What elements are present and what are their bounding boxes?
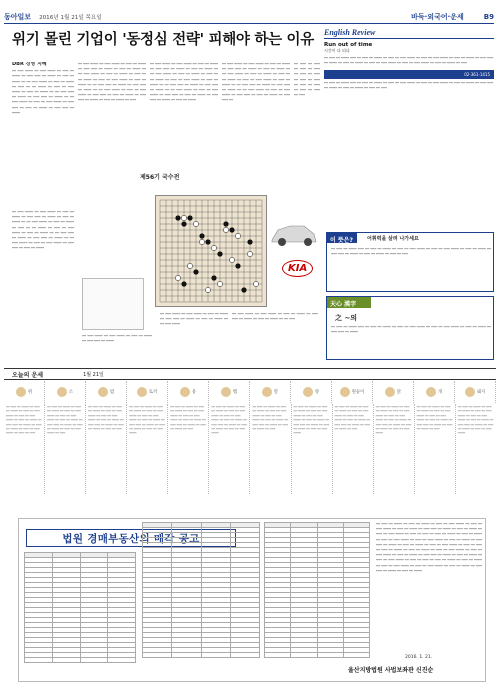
horoscope-text: ━━ ━━━ ━━ ━━━━ ━━ ━━━ ━━ ━━━━ ━━ ━━━ ━━ ━━━ ━━━━ ━━ ━━━ ━━ ━━━ ━━━━ ━━ ━━━ ━━ ━━━━ ━━ ━━━ ━━━ ━━ ━━━━ ━━ ━━━ ━━ ━━━━ ━━ ━━━ ━━ ━━━ ━━━━ ━━ ━━━ [45,404,86,494]
zodiac-row [4,381,496,403]
article-column-3: ━━ ━━━ ━━━━ ━━ ━━━ ━━━━ ━━ ━━━ ━━ ━━━━ ━━ ━━━ ━━━ ━━ ━━━━ ━━ ━━━ ━━ ━━━━ ━━ ━━ ━━━ ━━━━ ━━ ━━━ ━━ ━━━━ ━━ ━━━ ━━ ━━ ━━━━ ━━ ━━━ ━━ ━━━ ━━━━ ━━ ━━━ ━━ ━━━━ ━━ ━━ ━━━ ━━━ ━━ ━━━━ ━━ ━━━ ━━━ ━━ ━━━━ ━━ ━━ ━━━ ━━━━ ━━ ━━━ ━━ ━━━ ━━━━ ━━ ━━━ ━━━ ━━ ━━━ ━━ ━━━━ ━━ ━━━ ━━━ ━━ ━━━━ ━━ ━━━ ━━ ━━━━ [150,62,218,103]
english-review-body-2: ━━ ━━━ ━━ ━━━━ ━━━ ━━ ━━━ ━━ ━━━━ ━━ ━━━ ━━ ━━━ ━━━━ ━━ ━━━ ━━ ━━━ ━━━━ ━━ ━━━ ━━ ━━━━ ━━ ━━━ ━━━ ━━ ━━━━ ━━ ━━━ ━━ ━━━━ ━━ ━━━ ━━ ━━━ [324,81,494,90]
zodiac-dragon [168,381,209,403]
article-column-5: ━━ ━━━ ━━ ━━━ ━━ ━━━ ━━ ━━━ ━━ ━━━ ━━ ━━━ ━━ ━━━ ━━ ━━━ ━━ ━━━ ━━ ━━━ ━━ ━━━ ━━ ━━━ ━━ ━━━ [294,62,320,98]
tiger-icon [98,387,108,397]
zodiac-rabbit [127,381,168,403]
horoscope-text: ━━ ━━━ ━━ ━━━━ ━━ ━━━ ━━ ━━━━ ━━ ━━━ ━━ ━━━ ━━━━ ━━ ━━━ ━━ ━━━ ━━━━ ━━ ━━━ ━━ ━━━━ ━━ ━━━ ━━━ ━━ ━━━━ ━━ ━━━ ━━ ━━━━ ━━ ━━━ ━━ ━━━ ━━━━ [457,405,494,436]
notice-date: 2016. 1. 21. [405,655,433,660]
zodiac-horse [250,381,291,403]
sheep-icon [303,387,313,397]
baduk-board-graphic [156,196,266,306]
baduk-board [155,195,267,307]
english-review-title: English Review [324,28,494,39]
english-review-phrase: Run out of time [324,42,373,48]
page-number: B9 [483,12,494,21]
horoscope-header [4,368,496,380]
zodiac-label: 원숭이 [351,390,365,395]
car-illustration [268,196,320,256]
zodiac-label: 용 [191,390,197,395]
zodiac-rooster [373,381,414,403]
quiz-heading: 어휘력을 살려 나가세요 [367,236,419,242]
english-review-phrase-kr: 시간이 다 되다 [324,48,350,53]
zodiac-tiger [86,381,127,403]
zodiac-label: 닭 [396,390,402,395]
article-column-4: ━━ ━━━ ━━━━ ━━ ━━━ ━━━━ ━━ ━━━ ━━ ━━━━ ━━ ━━━ ━━━ ━━ ━━━━ ━━ ━━━ ━━ ━━━━ ━━ ━━ ━━━ ━━━━ ━━ ━━━ ━━ ━━━━ ━━ ━━━ ━━ ━━ ━━━━ ━━ ━━━ ━━ ━━━ ━━━━ ━━ ━━━ ━━ ━━━━ ━━ ━━ ━━━ ━━━ ━━ ━━━━ ━━ ━━━ ━━━ ━━ ━━━━ ━━ ━━ ━━━ ━━━━ ━━ ━━━ ━━ ━━━ ━━━━ ━━ ━━━ ━━━ ━━ ━━━ ━━ ━━━━ ━━ ━━━ ━━━ ━━ [222,62,290,103]
horoscope-text: ━━ ━━━ ━━ ━━━━ ━━ ━━━ ━━ ━━━━ ━━ ━━━ ━━ ━━━ ━━━━ ━━ ━━━ ━━ ━━━ ━━━━ ━━ ━━━ ━━ ━━━━ ━━ ━━━ ━━━ ━━ ━━━━ ━━ ━━━ ━━ ━━━━ ━━ ━━━ [250,404,291,494]
issue-date: 2016년 1월 21일 목요일 [39,14,102,21]
court-notice-title: 법원 경매부동산의 매각 공고 [26,529,236,547]
kia-logo: KIA [282,260,313,277]
notice-table-1 [24,552,136,663]
horoscope-title: 오늘의 운세 [12,371,44,379]
horoscope-text: ━━ ━━━ ━━ ━━━━ ━━ ━━━ ━━ ━━━━ ━━ ━━━ ━━ ━━━ ━━━━ ━━ ━━━ ━━ ━━━ ━━━━ ━━ ━━━ ━━ ━━━━ ━━ ━━━ ━━━ ━━ ━━━━ ━━ ━━━ ━━ ━━━━ ━━ ━━━ [168,404,209,494]
zodiac-pig [455,381,496,403]
horoscope-text: ━━ ━━━ ━━ ━━━━ ━━ ━━━ ━━ ━━━━ ━━ ━━━ ━━ ━━━ ━━━━ ━━ ━━━ ━━ ━━━ ━━━━ ━━ ━━━ ━━ ━━━━ ━━ ━━━ ━━━ ━━ ━━━━ ━━ ━━━ ━━ ━━━━ ━━ ━━━ ━━ ━━━ ━━━━ [374,404,415,494]
zodiac-label: 말 [273,390,279,395]
horse-icon [262,387,272,397]
article-headline: 위기 몰린 기업이 '동정심 전략' 피해야 하는 이유 [12,31,314,48]
horoscope-text: ━━ ━━━ ━━ ━━━━ ━━ ━━━ ━━ ━━━━ ━━ ━━━ ━━ ━━━ ━━━━ ━━ ━━━ ━━ ━━━ ━━━━ ━━ ━━━ ━━ ━━━━ ━━ ━━━ ━━━ ━━ ━━━━ ━━ ━━━ ━━ ━━━━ ━━ ━━━ ━━ ━━━ ━━━━ [292,404,333,494]
baduk-title: 제56기 국수전 [140,174,180,181]
zodiac-monkey [332,381,373,403]
zodiac-snake [209,381,250,403]
english-review-panel [324,28,494,228]
pig-icon [465,387,475,397]
horoscope-text: ━━ ━━━ ━━ ━━━━ ━━ ━━━ ━━ ━━━━ ━━ ━━━ ━━ ━━━ ━━━━ ━━ ━━━ ━━ ━━━ ━━━━ ━━ ━━━ ━━ ━━━━ ━━ ━━━ ━━━ ━━ ━━━━ ━━ ━━━ ━━ ━━━━ ━━ ━━━ ━━ ━━━ ━━━━ [209,404,250,494]
newspaper-logo: 동아일보 [4,12,32,21]
ox-icon [57,387,67,397]
notice-table-3 [264,522,370,658]
zodiac-label: 개 [437,390,443,395]
zodiac-sheep [291,381,332,403]
hanja-sample: 之 ~의 [335,314,358,322]
zodiac-label: 돼지 [476,390,486,395]
horoscope-text: ━━ ━━━ ━━ ━━━━ ━━ ━━━ ━━ ━━━━ ━━ ━━━ ━━ ━━━ ━━━━ ━━ ━━━ ━━ ━━━ ━━━━ ━━ ━━━ ━━ ━━━━ ━━ ━━━ ━━━ ━━ ━━━━ ━━ ━━━ ━━ ━━━━ ━━ ━━━ ━━ ━━━ ━━━━ [127,404,168,494]
section-title: 바둑·외국어·운세 [411,12,464,21]
zodiac-dog [414,381,455,403]
baduk-commentary-1: ━━ ━━━ ━━━━ ━━ ━━━ ━━━━ ━━ ━━━ ━━ ━━━━ ━━ ━━━ ━━━ ━━ ━━━━ ━━ ━━━ ━━ ━━━━ ━━ ━━ ━━━ ━━━━ ━━ ━━━ ━━ ━━━━ ━━ ━━━ ━━ ━━ ━━━━ ━━ ━━━ ━━ ━━━ ━━━━ ━━ ━━━ ━━ ━━━━ ━━ ━━ ━━━ ━━━ ━━ ━━━━ ━━ ━━━ ━━━ ━━ ━━━━ ━━ ━━ ━━━ ━━━━ ━━ ━━━ ━━ ━━━ ━━━━ ━━ ━━━ ━━━ ━━ ━━━ ━━ ━━━━ [12,210,74,251]
hanja-title: 天心 漢字 [330,301,357,308]
hanja-box [326,296,494,360]
article-body-placeholder: ━━ ━━━ ━━━━ ━━ ━━━ ━━━━ ━━ ━━━ ━━ ━━━━ ━━ ━━━ ━━━ ━━ ━━━━ ━━ ━━━ ━━ ━━━━ ━━ ━━ ━━━ ━━━━ ━━ ━━━ ━━ ━━━━ ━━ ━━━ ━━ ━━ ━━━━ ━━ ━━━ ━━ ━━━ ━━━━ ━━ ━━━ ━━ ━━━━ ━━ ━━ ━━━ ━━━ ━━ ━━━━ ━━ ━━━ ━━━ ━━ ━━━━ ━━ ━━ ━━━ ━━━━ ━━ ━━━ ━━ ━━━ ━━━━ ━━ ━━━ ━━━ ━━ ━━━ ━━ ━━━━ ━━ ━━━ ━━━ ━━ ━━━━ [12,69,74,115]
horoscope-text: ━━ ━━━ ━━ ━━━━ ━━ ━━━ ━━ ━━━━ ━━ ━━━ ━━ ━━━ ━━━━ ━━ ━━━ ━━ ━━━ ━━━━ ━━ ━━━ ━━ ━━━━ ━━ ━━━ ━━━ ━━ ━━━━ ━━ ━━━ ━━ ━━━━ ━━ ━━━ ━━ ━━━ [86,404,127,494]
rooster-icon [385,387,395,397]
zodiac-label: 뱀 [232,390,238,395]
snake-icon [221,387,231,397]
horoscope-text: ━━ ━━━ ━━ ━━━━ ━━ ━━━ ━━ ━━━━ ━━ ━━━ ━━ ━━━ ━━━━ ━━ ━━━ ━━ ━━━ ━━━━ ━━ ━━━ ━━ ━━━━ ━━ ━━━ ━━━ ━━ ━━━━ ━━ ━━━ ━━ ━━━━ ━━ ━━━ [415,404,456,494]
horoscope-text: ━━ ━━━ ━━ ━━━━ ━━ ━━━ ━━ ━━━━ ━━ ━━━ ━━ ━━━ ━━━━ ━━ ━━━ ━━ ━━━ ━━━━ ━━ ━━━ ━━ ━━━━ ━━ ━━━ ━━━ ━━ ━━━━ ━━ ━━━ ━━ ━━━━ ━━ ━━━ [333,404,374,494]
baduk-reference-diagram [82,278,144,330]
column-label: DBR 경영 지혜 [12,62,47,67]
english-review-contact: 02-361-1415 [324,70,494,79]
dog-icon [426,387,436,397]
rabbit-icon [137,387,147,397]
english-review-body: ━━ ━━━ ━━ ━━━━ ━━━ ━━ ━━━ ━━ ━━━━ ━━ ━━━ ━━ ━━━ ━━━━ ━━ ━━━ ━━ ━━━ ━━━━ ━━ ━━━ ━━ ━━━━ ━━ ━━━ ━━━ ━━ ━━━━ ━━ ━━━ ━━ ━━━━ ━━ ━━━ ━━ ━━━ ━━━━ ━━ ━━━ ━━ ━━━ ━━━━ ━━ ━━━ ━━ ━━━━ ━━ ━━━ [324,56,494,65]
quiz-body: ━━ ━━━ ━━ ━━━━ ━━━ ━━ ━━━ ━━ ━━━━ ━━ ━━━ ━━ ━━━ ━━━━ ━━ ━━━ ━━ ━━━ ━━━━ ━━ ━━━ ━━ ━━━━ ━━ ━━━ ━━━ ━━ ━━━━ ━━ ━━━ ━━ ━━━━ ━━ ━━━ ━━ ━━━ [331,247,491,257]
monkey-icon [340,387,350,397]
baduk-commentary-2: ━━ ━━━ ━━━━ ━━ ━━━ ━━━━ ━━ ━━━ ━━ ━━━━ ━━ ━━━ ━━━ ━━ ━━━━ [82,334,152,344]
article-column-2: ━━ ━━━ ━━━━ ━━ ━━━ ━━━━ ━━ ━━━ ━━ ━━━━ ━━ ━━━ ━━━ ━━ ━━━━ ━━ ━━━ ━━ ━━━━ ━━ ━━ ━━━ ━━━━ ━━ ━━━ ━━ ━━━━ ━━ ━━━ ━━ ━━ ━━━━ ━━ ━━━ ━━ ━━━ ━━━━ ━━ ━━━ ━━ ━━━━ ━━ ━━ ━━━ ━━━ ━━ ━━━━ ━━ ━━━ ━━━ ━━ ━━━━ ━━ ━━ ━━━ ━━━━ ━━ ━━━ ━━ ━━━ ━━━━ ━━ ━━━ ━━━ ━━ ━━━ ━━ ━━━━ ━━ ━━━ ━━━ ━━ ━━━━ ━━ ━━━ ━━ ━━━━ ━━ ━━━ [78,62,146,103]
dragon-icon [180,387,190,397]
notice-terms-text: ━━ ━━━ ━━ ━━━━ ━━ ━━━ ━━ ━━━━ ━━ ━━━ ━━ ━━━ ━━━━ ━━ ━━━ ━━ ━━━ ━━━━ ━━ ━━━ ━━ ━━━━ ━━ ━━━ ━━━ ━━ ━━━━ ━━ ━━━ ━━ ━━━━ ━━ ━━━ ━━ ━━━ ━━━━ ━━ ━━━ ━━ ━━━ ━━ ━━━ ━━ ━━━━ ━━ ━━━ ━━ ━━━━ ━━ ━━━ ━━ ━━━ ━━━━ ━━ ━━━ ━━ ━━━ ━━━━ ━━ ━━━ ━━ ━━━━ ━━ ━━━ ━━━ ━━ ━━━━ ━━ ━━━ ━━ ━━━━ ━━ ━━━ ━━ ━━━ ━━━━ ━━ ━━━ ━━ ━━━ ━━ ━━━ ━━ ━━━━ ━━ ━━━ ━━ ━━━━ ━━ ━━━ ━━ ━━━ ━━━━ ━━ ━━━ ━━ ━━━ ━━━━ ━━ ━━━ ━━ ━━━━ ━━ ━━━ ━━━ ━━ ━━━━ ━━ ━━━ ━━ ━━━━ ━━ ━━━ ━━ ━━━ ━━━━ ━━ ━━━ ━━ ━━━ ━━ ━━━ ━━ ━━━━ ━━ ━━━ ━━ ━━━━ ━━ ━━━ ━━ ━━━ ━━━━ ━━ ━━━ ━━ ━━━ ━━━━ ━━ ━━━ ━━ ━━━━ ━━ ━━━ ━━━ ━━ ━━━━ ━━ ━━━ ━━ ━━━━ [376,522,482,573]
zodiac-label: 토끼 [148,390,158,395]
horoscope-date: 1월 21일 [83,371,104,378]
hanja-body: ━━ ━━━ ━━ ━━━━ ━━━ ━━ ━━━ ━━ ━━━━ ━━ ━━━ ━━ ━━━ ━━━━ ━━ ━━━ ━━ ━━━ ━━━━ ━━ ━━━ ━━ ━━━━ ━━ ━━━ ━━━ ━━ ━━━━ [331,325,491,335]
baduk-commentary-3: ━━ ━━━ ━━━━ ━━ ━━━ ━━━━ ━━ ━━━ ━━ ━━━━ ━━ ━━━ ━━━ ━━ ━━━━ ━━ ━━━ ━━ ━━━━ ━━ ━━ ━━━ ━━━━ [160,312,228,327]
notice-court-signature: 울산지방법원 사법보좌관 신진순 [348,667,434,674]
masthead [4,10,494,24]
zodiac-label: 범 [109,390,115,395]
sponsor-ad [268,196,320,296]
horoscope-columns [4,404,496,494]
korean-quiz-box [326,232,494,292]
zodiac-label: 소 [68,390,74,395]
article-column-1 [12,62,74,162]
horoscope-text: ━━ ━━━ ━━ ━━━━ ━━ ━━━ ━━ ━━━━ ━━ ━━━ ━━ ━━━ ━━━━ ━━ ━━━ ━━ ━━━ ━━━━ ━━ ━━━ ━━ ━━━━ ━━ ━━━ ━━━ ━━ ━━━━ ━━ ━━━ ━━ ━━━━ ━━ ━━━ ━━ ━━━ ━━━━ ━━ ━━━ ━━ ━━━ [4,404,45,494]
zodiac-ox [45,381,86,403]
baduk-commentary-4: ━━ ━━━ ━━━━ ━━ ━━━ ━━━━ ━━ ━━━ ━━ ━━━━ ━━ ━━━ ━━━ ━━ ━━━━ ━━ ━━━ ━━ ━━━━ ━━ ━━ ━━━ [232,312,318,322]
zodiac-label: 양 [314,390,320,395]
zodiac-label: 쥐 [27,390,33,395]
zodiac-rat [4,381,45,403]
notice-table-2 [142,522,260,658]
rat-icon [16,387,26,397]
quiz-title: 이 뜻은? [330,237,353,244]
